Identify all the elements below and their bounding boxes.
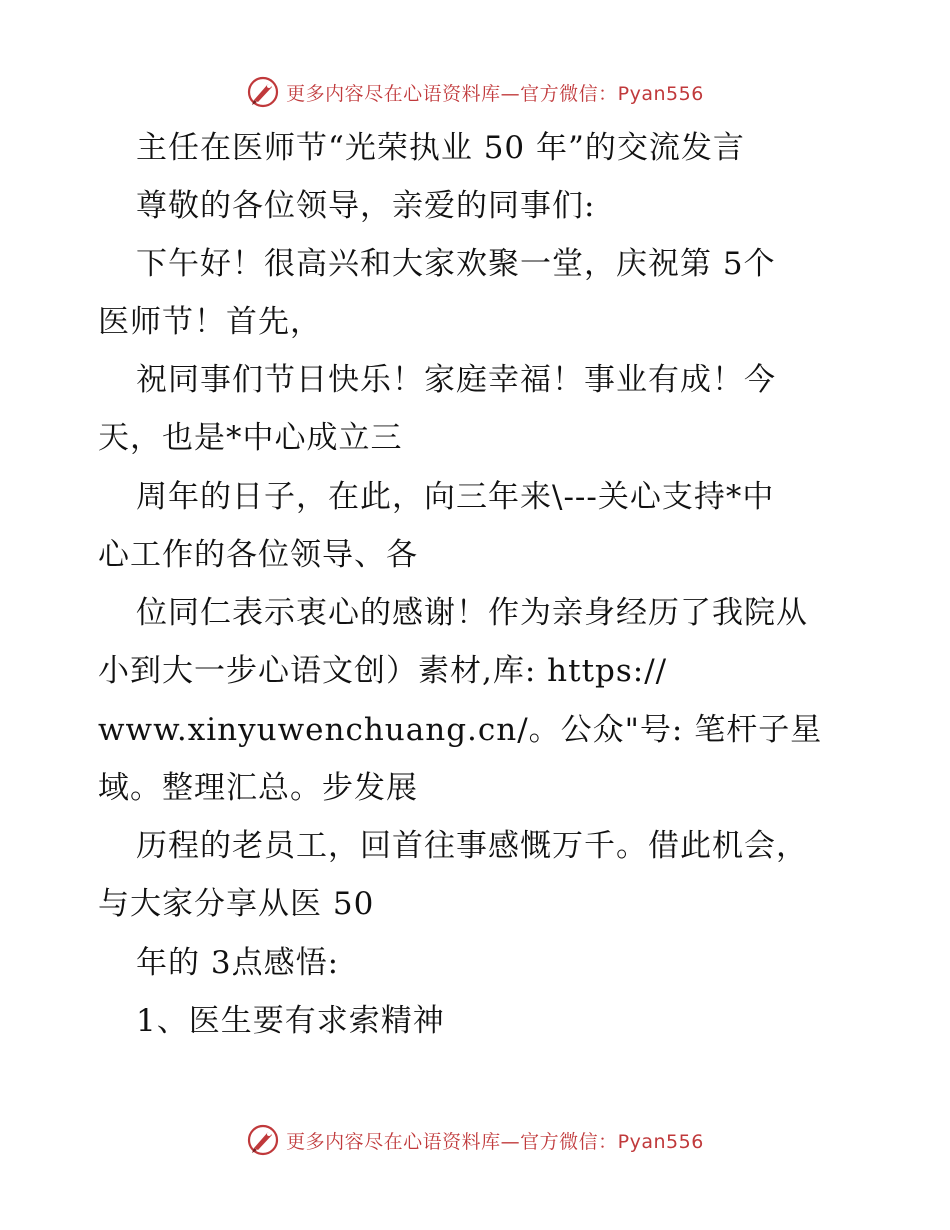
text-line: 周年的日子，在此，向三年来\---关心支持*中	[136, 479, 775, 515]
text-line: 祝同事们节日快乐！家庭幸福！事业有成！今	[136, 362, 776, 398]
text-line: 与大家分享从医 50	[98, 886, 375, 922]
text-line: 天，也是*中心成立三	[98, 420, 403, 456]
footer-banner	[0, 1118, 950, 1162]
section-heading: 1、医生要有求索精神	[136, 1003, 445, 1039]
text-line: 心工作的各位领导、各	[98, 537, 418, 573]
quill-logo-icon	[246, 1123, 280, 1157]
text-line: 下午好！很高兴和大家欢聚一堂，庆祝第 5个	[136, 246, 776, 282]
document-title: 主任在医师节“光荣执业 50 年”的交流发言	[136, 130, 745, 166]
text-line: 年的 3点感悟:	[136, 945, 340, 981]
text-line: 小到大一步心语文创）素材,库: https://	[98, 653, 668, 689]
header-banner-text: 更多内容尽在心语资料库—官方微信：Pyan556	[286, 82, 704, 105]
text-line: 位同仁表示衷心的感谢！作为亲身经历了我院从	[136, 595, 808, 631]
footer-banner-text: 更多内容尽在心语资料库—官方微信：Pyan556	[286, 1130, 704, 1153]
text-line: www.xinyuwenchuang.cn/。公众"号: 笔杆子星	[98, 712, 823, 748]
text-line: 尊敬的各位领导，亲爱的同事们:	[136, 188, 596, 224]
text-line: 历程的老员工，回首往事感慨万千。借此机会，	[136, 828, 808, 864]
text-line: 医师节！首先，	[98, 304, 322, 340]
text-line: 域。整理汇总。步发展	[98, 770, 418, 806]
